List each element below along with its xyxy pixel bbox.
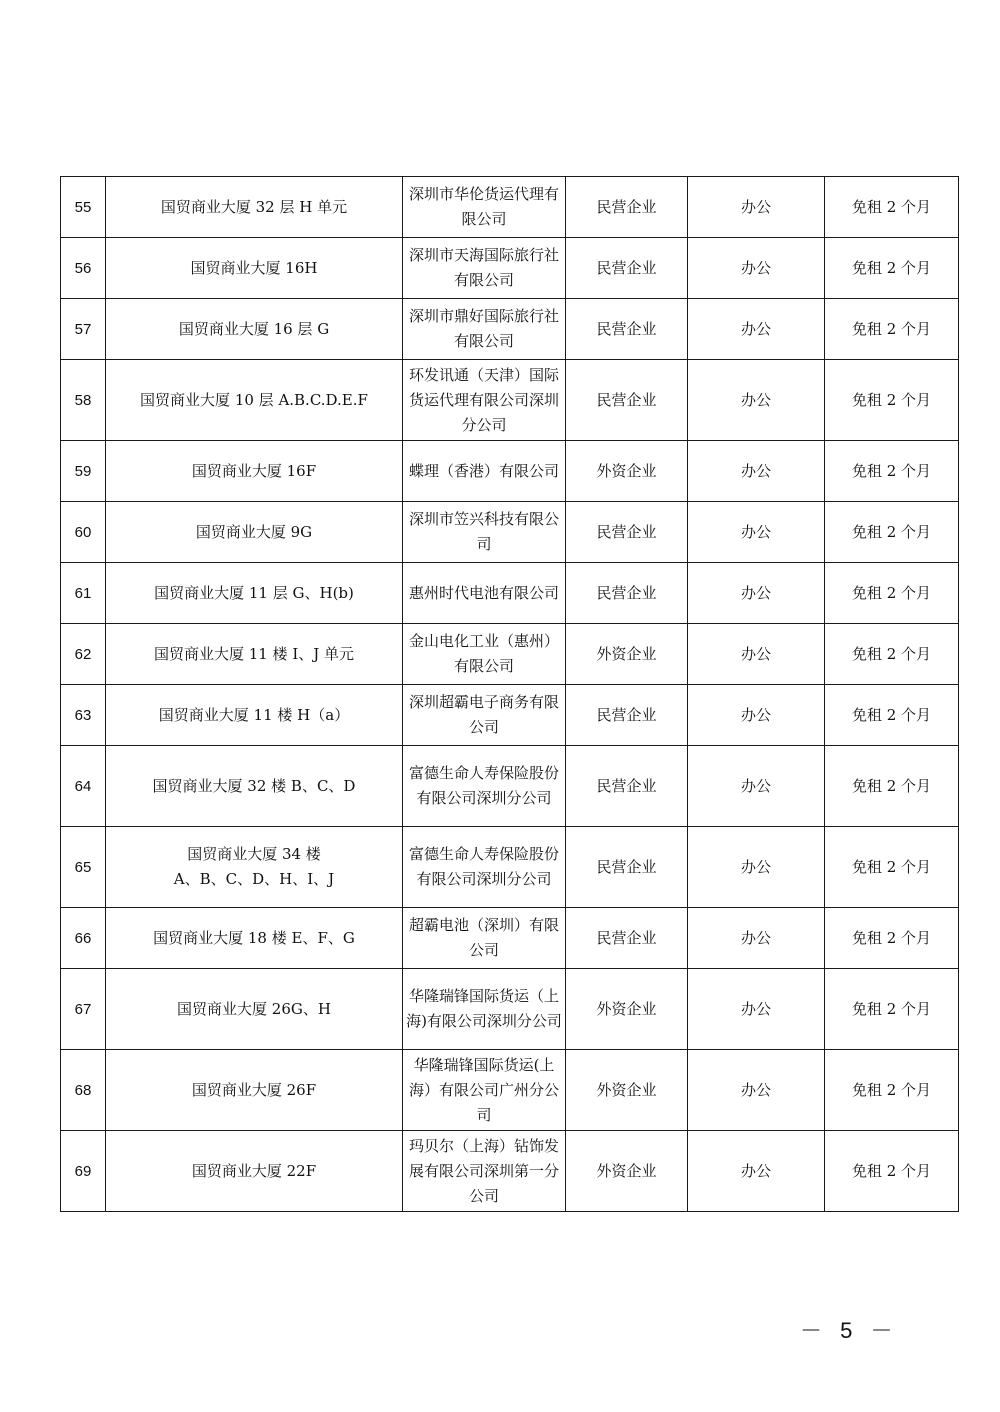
- rent-relief: 免租 2 个月: [825, 238, 959, 299]
- table-row: [61, 177, 959, 238]
- rent-relief: 免租 2 个月: [825, 969, 959, 1050]
- table-row: [61, 1131, 959, 1212]
- enterprise-type: 外资企业: [566, 1131, 688, 1212]
- enterprise-type: 民营企业: [566, 685, 688, 746]
- rent-relief: 免租 2 个月: [825, 746, 959, 827]
- enterprise-type: 外资企业: [566, 1050, 688, 1131]
- property-address: 国贸商业大厦 32 层 H 单元: [106, 177, 403, 238]
- property-use: 办公: [688, 746, 825, 827]
- property-address: 国贸商业大厦 18 楼 E、F、G: [106, 908, 403, 969]
- property-address: 国贸商业大厦 32 楼 B、C、D: [106, 746, 403, 827]
- enterprise-type: 民营企业: [566, 908, 688, 969]
- property-address: 国贸商业大厦 16F: [106, 441, 403, 502]
- property-address: 国贸商业大厦 10 层 A.B.C.D.E.F: [106, 360, 403, 441]
- enterprise-type: 民营企业: [566, 299, 688, 360]
- enterprise-type: 民营企业: [566, 238, 688, 299]
- row-number: 55: [61, 177, 106, 238]
- row-number: 59: [61, 441, 106, 502]
- tenant-name: 金山电化工业（惠州）有限公司: [403, 624, 566, 685]
- property-use: 办公: [688, 908, 825, 969]
- enterprise-type: 民营企业: [566, 827, 688, 908]
- tenant-name: 超霸电池（深圳）有限公司: [403, 908, 566, 969]
- tenant-name: 深圳市天海国际旅行社有限公司: [403, 238, 566, 299]
- table-row: [61, 908, 959, 969]
- property-address: 国贸商业大厦 16 层 G: [106, 299, 403, 360]
- property-address: 国贸商业大厦 9G: [106, 502, 403, 563]
- property-address: 国贸商业大厦 22F: [106, 1131, 403, 1212]
- rent-relief-table: [60, 176, 959, 1212]
- tenant-name: 富德生命人寿保险股份有限公司深圳分公司: [403, 746, 566, 827]
- property-use: 办公: [688, 1050, 825, 1131]
- property-use: 办公: [688, 238, 825, 299]
- row-number: 66: [61, 908, 106, 969]
- property-address: 国贸商业大厦 34 楼 A、B、C、D、H、I、J: [106, 827, 403, 908]
- rent-relief: 免租 2 个月: [825, 827, 959, 908]
- enterprise-type: 外资企业: [566, 969, 688, 1050]
- property-address: 国贸商业大厦 11 楼 H（a）: [106, 685, 403, 746]
- rent-relief: 免租 2 个月: [825, 563, 959, 624]
- property-use: 办公: [688, 177, 825, 238]
- rent-relief: 免租 2 个月: [825, 360, 959, 441]
- table-row: [61, 360, 959, 441]
- table-row: [61, 1050, 959, 1131]
- page-number: － 5 －: [800, 1318, 899, 1343]
- row-number: 65: [61, 827, 106, 908]
- tenant-name: 华隆瑞锋国际货运（上海)有限公司深圳分公司: [403, 969, 566, 1050]
- rent-relief: 免租 2 个月: [825, 299, 959, 360]
- enterprise-type: 民营企业: [566, 502, 688, 563]
- rent-relief: 免租 2 个月: [825, 685, 959, 746]
- property-use: 办公: [688, 1131, 825, 1212]
- enterprise-type: 外资企业: [566, 441, 688, 502]
- property-use: 办公: [688, 299, 825, 360]
- table-row: [61, 238, 959, 299]
- tenant-name: 深圳市笠兴科技有限公司: [403, 502, 566, 563]
- tenant-name: 华隆瑞锋国际货运(上海）有限公司广州分公司: [403, 1050, 566, 1131]
- property-use: 办公: [688, 563, 825, 624]
- row-number: 64: [61, 746, 106, 827]
- enterprise-type: 民营企业: [566, 177, 688, 238]
- property-use: 办公: [688, 441, 825, 502]
- property-use: 办公: [688, 685, 825, 746]
- rent-relief: 免租 2 个月: [825, 177, 959, 238]
- table-row: [61, 746, 959, 827]
- row-number: 57: [61, 299, 106, 360]
- tenant-name: 惠州时代电池有限公司: [403, 563, 566, 624]
- rent-relief: 免租 2 个月: [825, 1050, 959, 1131]
- property-use: 办公: [688, 827, 825, 908]
- tenant-name: 深圳超霸电子商务有限公司: [403, 685, 566, 746]
- property-use: 办公: [688, 360, 825, 441]
- row-number: 58: [61, 360, 106, 441]
- table-row: [61, 299, 959, 360]
- row-number: 60: [61, 502, 106, 563]
- row-number: 68: [61, 1050, 106, 1131]
- row-number: 56: [61, 238, 106, 299]
- rent-relief: 免租 2 个月: [825, 624, 959, 685]
- property-use: 办公: [688, 969, 825, 1050]
- rent-relief: 免租 2 个月: [825, 1131, 959, 1212]
- property-address: 国贸商业大厦 11 层 G、H(b): [106, 563, 403, 624]
- rent-relief: 免租 2 个月: [825, 502, 959, 563]
- table-row: [61, 624, 959, 685]
- property-address: 国贸商业大厦 16H: [106, 238, 403, 299]
- rent-relief: 免租 2 个月: [825, 908, 959, 969]
- property-address: 国贸商业大厦 26G、H: [106, 969, 403, 1050]
- enterprise-type: 民营企业: [566, 746, 688, 827]
- property-use: 办公: [688, 624, 825, 685]
- table-row: [61, 685, 959, 746]
- row-number: 67: [61, 969, 106, 1050]
- table-row: [61, 502, 959, 563]
- enterprise-type: 民营企业: [566, 360, 688, 441]
- row-number: 62: [61, 624, 106, 685]
- tenant-name: 蝶理（香港）有限公司: [403, 441, 566, 502]
- tenant-name: 环发讯通（天津）国际货运代理有限公司深圳分公司: [403, 360, 566, 441]
- table-row: [61, 969, 959, 1050]
- tenant-name: 玛贝尔（上海）钻饰发展有限公司深圳第一分公司: [403, 1131, 566, 1212]
- row-number: 69: [61, 1131, 106, 1212]
- table-row: [61, 563, 959, 624]
- property-address: 国贸商业大厦 11 楼 I、J 单元: [106, 624, 403, 685]
- row-number: 61: [61, 563, 106, 624]
- property-use: 办公: [688, 502, 825, 563]
- tenant-name: 深圳市鼎好国际旅行社有限公司: [403, 299, 566, 360]
- property-address: 国贸商业大厦 26F: [106, 1050, 403, 1131]
- table-row: [61, 441, 959, 502]
- row-number: 63: [61, 685, 106, 746]
- table-row: [61, 827, 959, 908]
- tenant-name: 深圳市华伦货运代理有限公司: [403, 177, 566, 238]
- rent-relief: 免租 2 个月: [825, 441, 959, 502]
- enterprise-type: 外资企业: [566, 624, 688, 685]
- tenant-name: 富德生命人寿保险股份有限公司深圳分公司: [403, 827, 566, 908]
- enterprise-type: 民营企业: [566, 563, 688, 624]
